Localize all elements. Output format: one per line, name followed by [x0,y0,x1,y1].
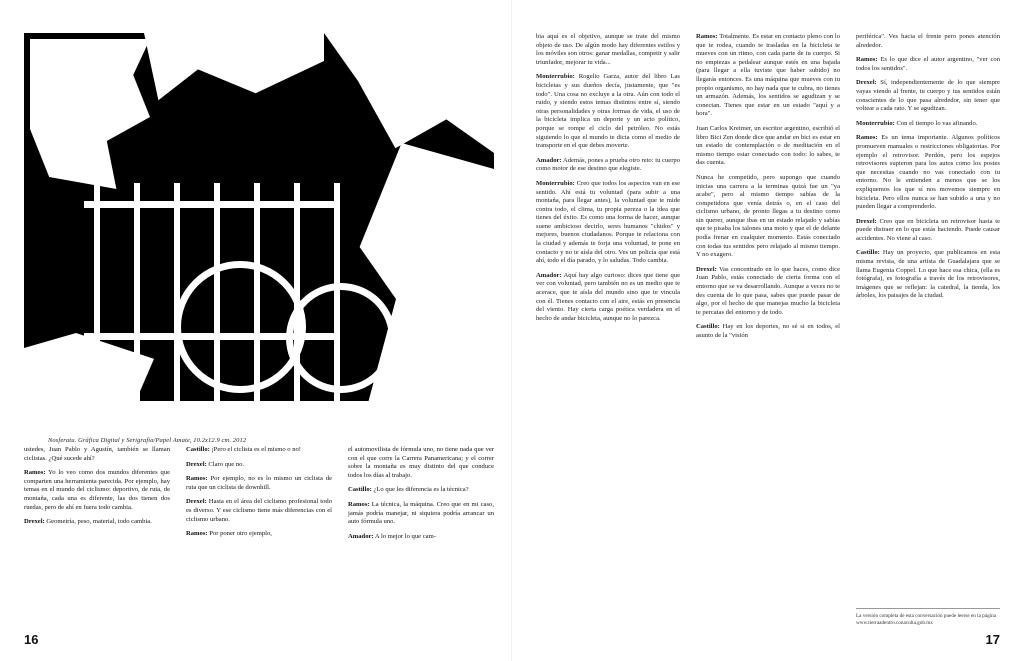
paragraph: Castillo: ¿Lo que les diferencia es la técnica? [348,486,469,494]
artwork-rail-1 [94,183,100,401]
source-note: La versión completa de esta conversación puede leerse en la página www.tierraadentro.conaculta.gob.mx [856,608,1000,627]
paragraph: Monterrubio: Rogelio Garza, autor del libro Las bicicletas y sus dueños decía, justamente, que "es todo". Una cosa no excluye a la otra. Aún con todo el ruido, y siendo estos temas distintos entre sí, siendo otras personalidades y otras formas de vida, el uso de la bicicleta implica un deporte y un acto político, porque se rompe el ciclo del petróleo. No estás siguiendo lo que el mundo te dicta como el medio de transporte en el que debes moverte. [536,73,680,150]
right-column-2 [696,33,840,347]
right-column-1 [536,33,680,347]
right-page-columns [536,33,1000,347]
paragraph: Drexel: Hasta en el área del ciclismo profesional todo es diverso. Y ese ciclismo tiene más diferencias con el ciclismo urbano. [186,498,332,523]
paragraph: Castillo: Hay en los deportes, no sé si en todos, el asunto de la "visión [696,323,840,339]
page-number-left: 16 [24,632,39,647]
artwork-rail-3 [174,183,180,401]
paragraph: Amador: Además, pones a prueba otro reto: tu cuerpo como motor de ese destino que elegiste. [536,156,680,173]
paragraph: bia aquí es el objetivo, aunque se trate del mismo objeto de uso. De algún modo hay diferentes estilos y los móviles son otros: ganar medallas, competir y salir triunfador, mejorar tu vida... [536,33,680,66]
paragraph: periférica". Ves hacia el frente pero pones atención alrededor. [856,33,1000,49]
paragraph: Drexel: Vas concentrado en lo que haces, como dice Juan Pablo, estás conectado de cierta forma con el entorno que se va desarrollando. Aunque a veces no te des cuenta de lo que pasa, sabes que puede pasar de algo, por el hecho de que manejas mucho la bicicleta te percatas del entorno y de todo. [696,265,840,316]
page-number-right: 17 [985,632,1000,647]
paragraph: Drexel: Creo que en bicicleta un retrovisor hasta te puede distraer en lo que estás haciendo. Puede causar accidentes. No viene al caso. [856,217,1000,242]
paragraph: Amador: A lo mejor lo que cam- [348,532,436,540]
paragraph: Monterrubio: Con el tiempo lo vas afinando. [856,119,978,127]
artwork-wheel-front [286,283,396,393]
artwork-railbar-top [84,201,334,208]
artwork-caption: Nosferatu. Gráfica Digital y Serigrafía/Papel Amate, 10.2x12.9 cm. 2012 [48,437,247,444]
paragraph: Juan Carlos Kreimer, un escritor argentino, escribió el libro Bici Zen donde dice que andar en bici es estar en un estado de contemplación o de meditación en el mismo tiempo estar conectado con todo: lo sabes, te das cuenta. [696,124,840,167]
paragraph: Castillo: Hay un proyecto, que publicamos en esta misma revista, de una artista de Guadalajara que se llama Eugenia Coppel. Lo que hace esa chica, (ella es fotógrafa), es fotografía a través de los retrovisores, imágenes que se reflejan: la catedral, la tienda, los árboles, los paisajes de la ciudad. [856,249,1000,300]
paragraph: Ramos: La técnica, la máquina. Creo que en mi caso, jamás podría manejar, ni siquiera podría arrancar un auto fórmula uno. [348,500,494,526]
paragraph: Nunca he competido, pero supongo que cuando inicias una carrera a la terminas quizá fue un "ya acabe", pero al mismo tiempo sabías de la competidora que venía detrás o, en el caso del ciclismo urbano, de pronto llegas a tu destino como sin querer, aunque ibas en un estado relajado y sabías que te pisaba los talones una moto y que el de delante podía frenar en cualquier momento. Estás conectado con todas tus sentidos pero relajado al mismo tiempo. Y no exagero. [696,173,840,259]
paragraph: Ramos: Por ejemplo, no es lo mismo un ciclista de ruta que un ciclista de downhill. [186,475,332,491]
paragraph: Castillo: ¡Pero el ciclista es el mismo o no! [186,446,302,453]
artwork-image [24,33,494,401]
paragraph: Ramos: Es lo que dice el autor argentino, "ver con todos los sentidos". [856,56,1000,72]
paragraph: Drexel: Claro que no. [186,460,245,468]
paragraph: Monterrubio: Creo que todos los aspectos van en ese sentido. Ahí está tu voluntad (para subir a una montaña, para llegar antes), la voluntad que te mide contra todo, el clima, tu propia pereza o la idea que tienes del éxito. Es como una forma de hacer, aunque suene ambicioso decirlo, seres humanos "chidos" y mejores, buenos ciudadanos. Porque te relaciona con la ciudad y además te forja una voluntad, te pone en contacto y no te aísla del otro. Ves un policía que está ahí, todo el día parado, y lo saludas. Todo cambia. [536,179,680,265]
paragraph: Ramos: Yo lo veo como dos mundos diferentes que comparten una herramienta parecida. Por ejemplo, hay temas en el mundo del ciclismo: deportivo, de ruta, de montaña, cada una es diferente, las dos tienen dos ruedas, pero de ahí en fuera todo cambia. [24,469,170,511]
paragraph: Ramos: Por poner otro ejemplo, [186,530,272,538]
left-page-columns [24,446,494,547]
left-column-1 [24,446,170,547]
paragraph: Ramos: Totalmente. Es estar en contacto pleno con lo que te rodea, cuando te trasladas en la bicicleta te mueves con un ritmo, con cada parte de tu cuerpo. Si no empiezas a pedalear aunque estés en una bajada (para llegar a ella tuviste que haber subido) no llegarás entonces. Es una máquina que mueves con tu propio organismo, no hay nada que te cubra, no tienes un armazón. Además, los sentidos se agudizan y se conectan. Tienes que estar en un estado "aquí y a hora". [696,33,840,118]
paragraph: Ramos: Es un tema importante. Algunos políticos promueven manuales o restricciones obligatorias. Por ejemplo el retrovisor. Perdón, pero los espejos retrovisores supieron para los autos como los postes que necesitas cuando no vas conectado con tu entorno. No le entienden a menos que se los expliquemos los que sí nos movemos siempre en bicicleta. Pero ellos nunca se han subido a una y no pueden llegar a comprenderlo. [856,134,1000,211]
artwork-figure [24,33,494,444]
paragraph: Amador: Aquí hay algo curioso: dices que tiene que ver con voluntad, pero también no es un medio que te acerace, que te aísla del mundo sino que te vincula con él. Tienes contacto con el aire, estás en presencia del viento. Hay cierta carga poética verdadera en el hecho de andar bicicleta, aunque no lo parezca. [536,271,680,322]
left-column-2 [186,446,332,547]
paragraph: ustedes, Juan Pablo y Agustín, también se llaman ciclistas. ¿Qué sucede ahí? [24,446,170,462]
artwork-rail-2 [134,183,140,401]
paragraph: Drexel: Geometría, peso, material, todo cambia. [24,518,152,526]
paragraph: el automovilista de fórmula uno, no tiene nada que ver con el que corre la Carrera Panamericana; y el correr sobre la montaña es muy distinto del que conduce todos los días al trabajo. [348,446,494,479]
right-column-3 [856,33,1000,347]
left-column-3 [348,446,494,547]
paragraph: Drexel: Sí, independientemente de lo que siempre vayas viendo al frente, tu cuerpo y tus sentidos están conscientes de lo que pasa alrededor, sin tener que voltear a cada rato. Y se agudizan. [856,79,1000,113]
page-right [512,0,1024,661]
